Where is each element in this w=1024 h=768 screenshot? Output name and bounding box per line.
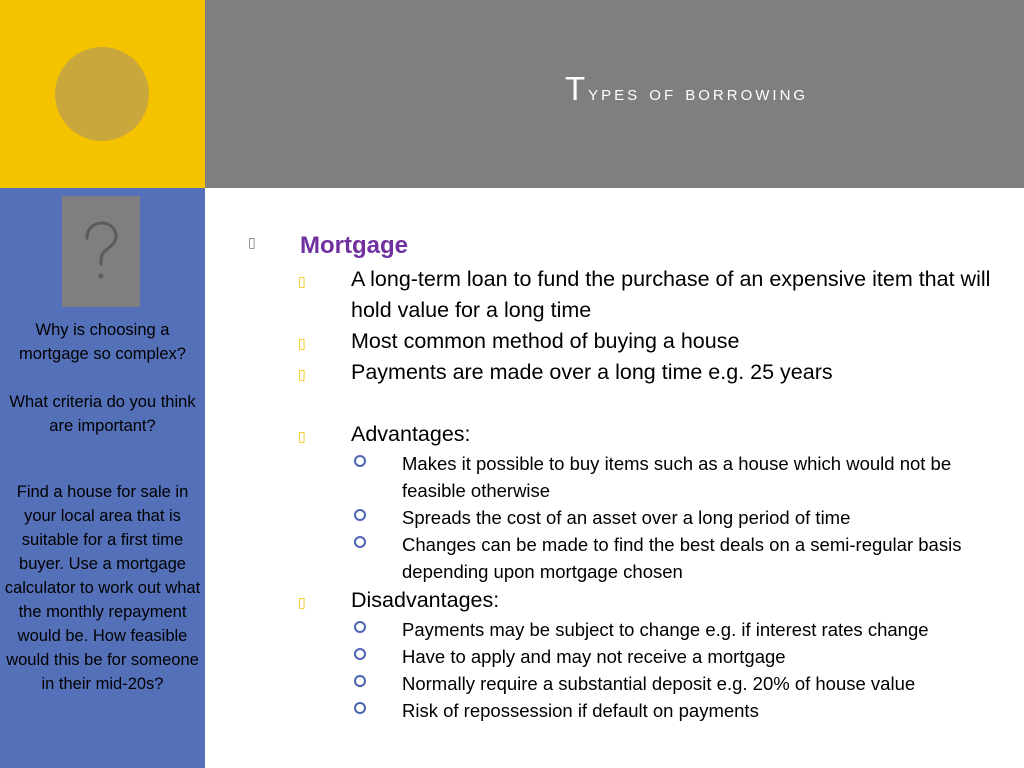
disadvantage-text: Payments may be subject to change e.g. if interest rates change — [402, 619, 929, 640]
list-item — [240, 670, 1010, 697]
point-text: Payments are made over a long time e.g. 25 years — [351, 360, 833, 384]
circle-bullet-icon — [354, 648, 366, 660]
list-item — [240, 450, 1010, 504]
disadvantage-text: Risk of repossession if default on payments — [402, 700, 759, 721]
bullet-marker-icon: ▯ — [298, 366, 306, 382]
bullet-marker-icon: ▯ — [298, 428, 306, 444]
advantages-label: Advantages: — [351, 422, 471, 446]
list-item — [240, 643, 1010, 670]
sidebar-question-2: What criteria do you think are important? — [9, 393, 196, 435]
bullet-marker-icon: ▯ — [298, 594, 306, 610]
list-item — [240, 504, 1010, 531]
disadvantages-heading — [240, 585, 1010, 616]
slide-body — [240, 228, 1010, 724]
circle-bullet-icon — [354, 455, 366, 467]
circle-bullet-icon — [354, 509, 366, 521]
title-bar — [205, 0, 1024, 188]
question-mark-icon — [62, 196, 140, 307]
disadvantage-text: Normally require a substantial deposit e.g. 20% of house value — [402, 673, 916, 694]
bullet-marker-icon: ▯ — [248, 234, 256, 250]
sidebar-question-1: Why is choosing a mortgage so complex? — [19, 321, 186, 363]
list-item — [240, 264, 1010, 326]
disadvantages-label: Disadvantages: — [351, 588, 500, 612]
slide-title — [565, 70, 808, 108]
sidebar-text — [4, 318, 201, 696]
decorative-circle — [55, 47, 149, 141]
advantage-text: Makes it possible to buy items such as a house which would not be feasible otherwise — [402, 453, 952, 501]
section-heading: Mortgage — [300, 232, 408, 259]
list-item — [240, 616, 1010, 643]
circle-bullet-icon — [354, 702, 366, 714]
point-text: A long-term loan to fund the purchase of an expensive item that will hold value for a long time — [351, 267, 991, 322]
point-text: Most common method of buying a house — [351, 329, 740, 353]
advantage-text: Changes can be made to find the best deals on a semi-regular basis depending upon mortgage chosen — [402, 534, 962, 582]
list-item — [240, 357, 1010, 388]
advantages-heading — [240, 419, 1010, 450]
circle-bullet-icon — [354, 536, 366, 548]
bullet-marker-icon: ▯ — [298, 273, 306, 289]
title-rest: ypes of borrowing — [588, 80, 809, 105]
title-initial: T — [565, 70, 589, 107]
header-accent-block — [0, 0, 205, 188]
bullet-mortgage — [240, 228, 1010, 264]
advantage-text: Spreads the cost of an asset over a long period of time — [402, 507, 851, 528]
list-item — [240, 326, 1010, 357]
disadvantage-text: Have to apply and may not receive a mortgage — [402, 646, 786, 667]
sidebar — [0, 188, 205, 768]
bullet-marker-icon: ▯ — [298, 335, 306, 351]
circle-bullet-icon — [354, 621, 366, 633]
list-item — [240, 697, 1010, 724]
sidebar-task: Find a house for sale in your local area that is suitable for a first time buyer. Use a mortgage calculator to work out what the monthly repayment would be. How feasible would this be for someone in their mid-20s? — [4, 483, 201, 693]
list-item — [240, 531, 1010, 585]
circle-bullet-icon — [354, 675, 366, 687]
